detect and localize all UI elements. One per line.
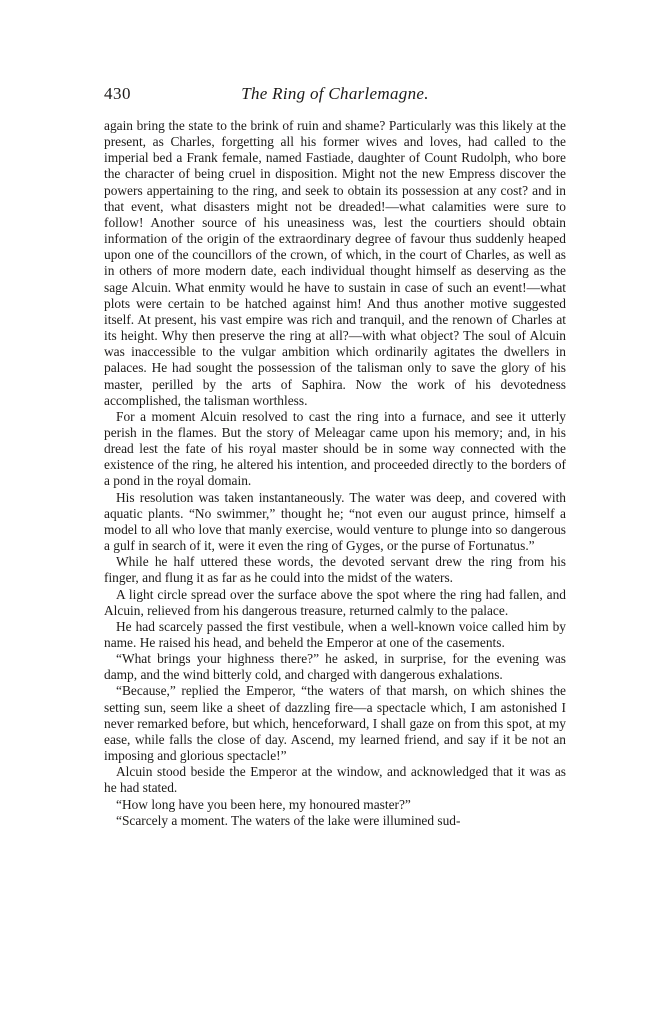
paragraph: “Scarcely a moment. The waters of the lake were illumined sud-: [116, 812, 461, 828]
paragraph: Alcuin stood beside the Emperor at the window, and acknowledged that it was as he had stated.: [104, 764, 566, 796]
paragraph: His resolution was taken instantaneously. The water was deep, and covered with aquatic plants. “No swimmer,” thought he; “not even our august prince, himself a model to all who love that manly exercise, would venture to plunge into so dangerous a gulf in search of it, were it even the ring of Gyges, or the purse of Fortunatus.”: [104, 489, 566, 554]
paragraph: He had scarcely passed the first vestibule, when a well-known voice called him by name. He raised his head, and beheld the Emperor at one of the casements.: [104, 618, 566, 650]
paragraph: again bring the state to the brink of ruin and shame? Particularly was this likely at the present, as Charles, forgetting all his former wives and loves, had called to the imperial bed a Frank female, named Fastiade, daughter of Count Rudolph, who bore the character of being cruel in disposition. Might not the new Empress discover the powers appertaining to the ring, and seek to obtain its possession at any cost? and in that event, what disasters might not be dreaded!—what calamities were sure to follow! Another source of his uneasiness was, lest the courtiers should obtain information of the origin of the extraordinary degree of favour thus suddenly heaped upon one of the councillors of the crown, of which, in the court of Charles, as well as in others of more modern date, each individual thought himself as deserving as the sage Alcuin. What enmity would he have to sustain in case of such an event!—what plots were certain to be hatched against him! And thus another motive suggested itself. At present, his vast empire was rich and tranquil, and the renown of Charles at its height. Why then preserve the ring at all?—with what object? The soul of Alcuin was inaccessible to the vulgar ambition which ordinarily agitates the dwellers in palaces. He had sought the possession of the talisman only to save the glory of his master, perilled by the arts of Saphira. Now the work of his devotedness accomplished, the talisman worthless.: [104, 118, 566, 408]
paragraph: A light circle spread over the surface above the spot where the ring had fallen, and Alcuin, relieved from his dangerous treasure, returned calmly to the palace.: [104, 586, 566, 618]
page-number: 430: [104, 84, 131, 103]
running-title: The Ring of Charlemagne.: [241, 84, 429, 103]
paragraph: For a moment Alcuin resolved to cast the ring into a furnace, and see it utterly perish in the flames. But the story of Meleagar came upon his memory; and, in his dread lest the fate of his royal master should be in some way connected with the existence of the ring, he altered his intention, and proceeded directly to the borders of a pond in the royal domain.: [104, 408, 566, 489]
paragraph: While he half uttered these words, the devoted servant drew the ring from his finger, and flung it as far as he could into the midst of the waters.: [104, 554, 566, 586]
paragraph: “How long have you been here, my honoured master?”: [116, 796, 411, 812]
paragraph: “What brings your highness there?” he asked, in surprise, for the evening was damp, and the wind bitterly cold, and charged with dangerous exhalations.: [104, 651, 566, 683]
page-header: [104, 84, 566, 110]
paragraph: “Because,” replied the Emperor, “the waters of that marsh, on which shines the setting sun, seem like a sheet of dazzling fire—a spectacle which, I am astonished I never remarked before, but which, henceforward, I shall gaze on from this spot, at my ease, while falls the close of day. Ascend, my learned friend, and say if it be not an imposing and glorious spectacle!”: [104, 683, 566, 764]
body-text: [104, 118, 566, 829]
